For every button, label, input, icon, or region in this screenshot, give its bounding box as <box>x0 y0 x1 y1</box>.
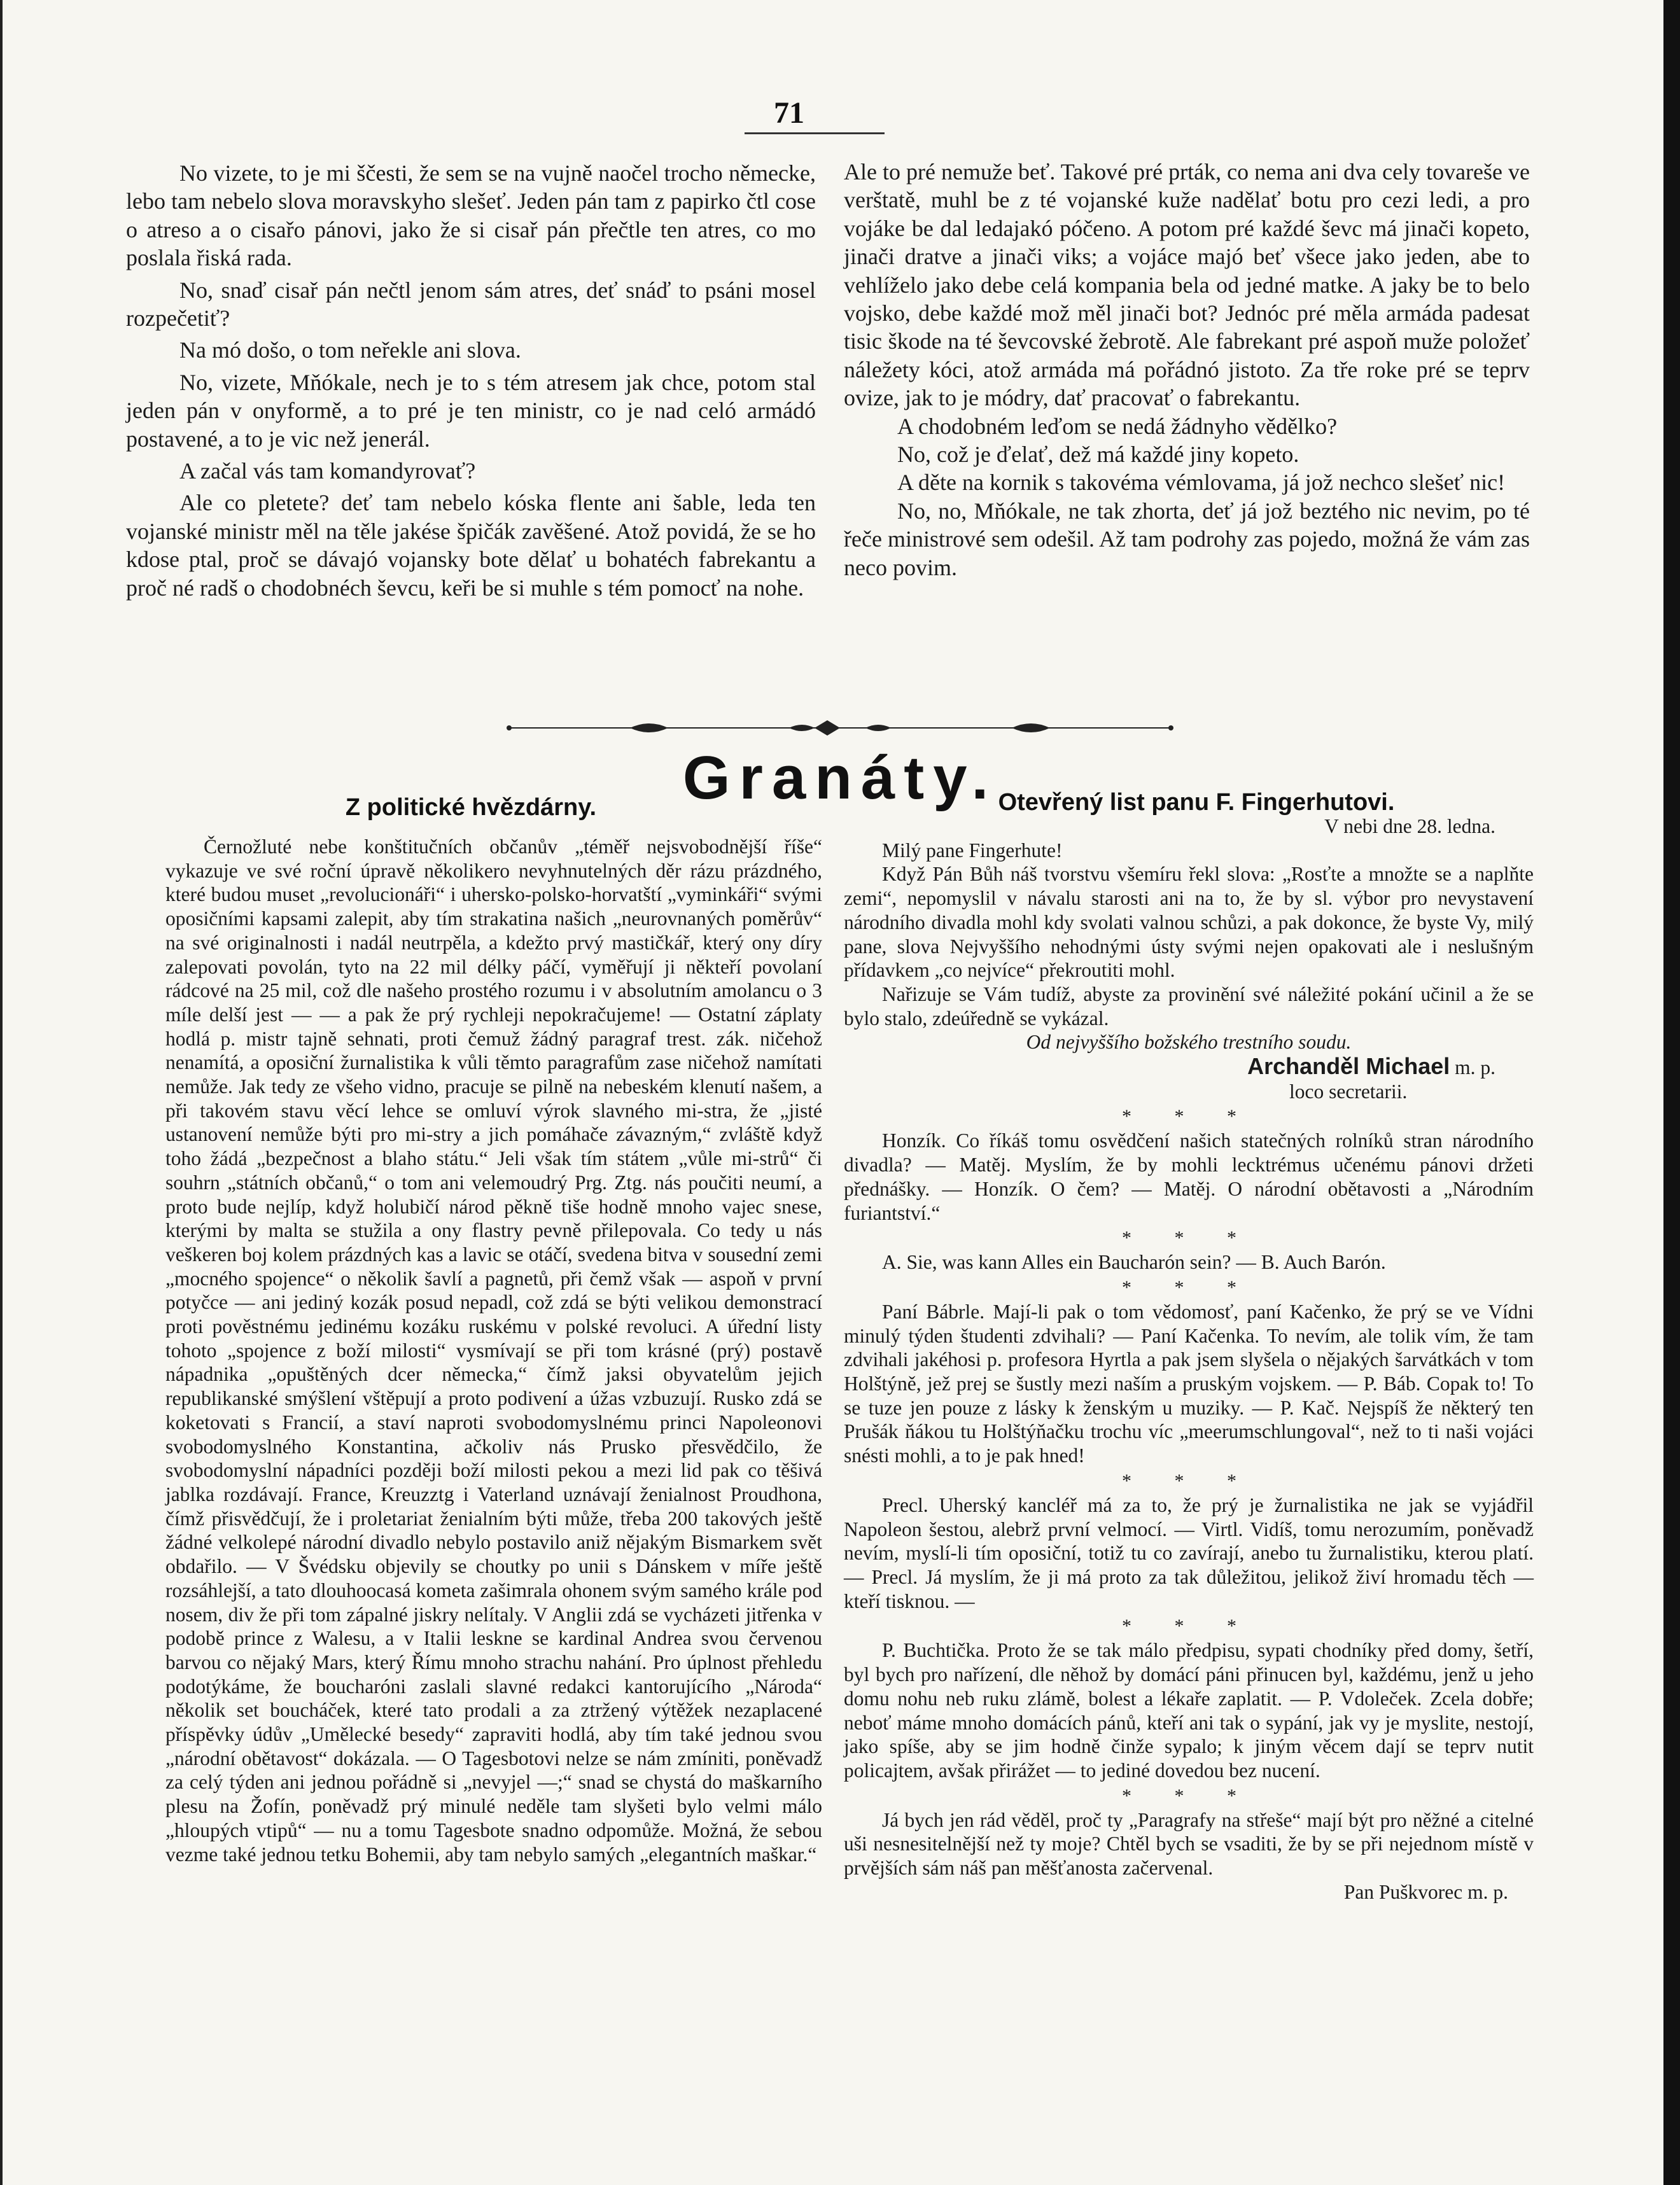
section-title: Granáty. <box>682 744 998 812</box>
bottom-right-column <box>844 814 1534 1904</box>
dialogue: Paní Bábrle. Mají-li pak o tom vědomosť, paní Kačenko, že prý se ve Vídni minulý týden študenti zdvihali? — Paní Kačenka. To nevím, ale tolik vím, že tam zdvihali jakéhosi p. profesora Hyrtla a pak jsem slyšela o nějakých šarvátkách v tom Holštýně, jež prej se šustly mezi naším a pruským vojskem. — P. Báb. Copak to! To se tuze jen pouze z lásky k ženským u muziky. — P. Kač. Nejspíš že některý ten Prušák ňákou tu Holštýňačku trochu víc „meerumschlungoval“, než to ti naši vojáci snésti mohli, a to je pak hned! <box>844 1300 1534 1467</box>
dialogue: P. Buchtička. Proto že se tak málo předpisu, sypati chodníky před domy, šetří, byl bych pro nařízení, dle něhož by domácí páni přinucen byl, každému, jenž u jeho domu nohu neb ruku zlámě, bolest a lékaře zaplatit. — P. Vdoleček. Zcela dobře; neboť máme mnoho domácích pánů, kteří ani tak o sypání, jak vy je myslite, nestojí, jako spíše, aby se jim hodně činže sypalo; k jiným věcem dají se teprv nutit policajtem, avšak přirážet — to jediné dovedou bez nucení. <box>844 1639 1534 1782</box>
top-right-column <box>844 158 1530 582</box>
top-left-paragraph: No vizete, to je mi ščesti, že sem se na vujně naočel trocho německe, lebo tam nebelo slova moravskyho slešeť. Jeden pán tam z papirko čtl cose o atreso a o cisařo pánovi, jako že si cisař pán přečtle ten atres, co mo poslala řiská rada. <box>126 160 816 271</box>
left-page-edge <box>0 0 3 2185</box>
letter-body: Když Pán Bůh náš tvorstvu všemíru řekl slova: „Rosťte a množte se a naplňte zemi“, nepomyslil v návalu starosti ani na to, že by sl. výbor pro nevystavení národního divadla mohl kdy svolati valnou schůzi, a pak dokonce, že byste Vy, milý pane, slova Nejvyššího nehodnými ústy svými nejen opakovati ale i neslušným přídavkem „co nejvíce“ překroutiti mohl. <box>844 863 1534 982</box>
top-right-paragraph: Ale to pré nemuže beť. Takové pré prták, co nema ani dva cely tovareše ve verštatě, muhl be z té vojanské kuže nadělať botu pro cezi ledi, a pro vojáke be dal ledajakó póčeno. A potom pré každé ševc má jinači kopeto, jinači dratve a jinači viks; a vojáce majó beť všece jako jeden, abe to vehlíželo jako debe celá kompania bela od jedné matke. A jaky be to belo vojsko, debe každé mož měl jinači bot? Jednóc pré měla armáda padesat tisic škode na té ševcovské žebrotě. Ale fabrekant pré aspoň muže položeť náležety kóci, atož armáda má pořádnó jistoto. Za tře roke pré se teprv ovize, jak to je módry, dať pracovať o fabrekantu. <box>844 159 1530 411</box>
section-stars: * * * <box>1122 1276 1256 1298</box>
letter-from: Od nejvyššího božského trestního soudu. <box>1026 1031 1352 1054</box>
dialogue: Honzík. Co říkáš tomu osvědčení našich statečných rolníků stran národního divadla? — Matěj. Myslím, že by mohli lecktrémus učenému pánovi držeti přednášky. — Honzík. O čem? — Matěj. O národní obětavosti a „Národním furiantství.“ <box>844 1129 1534 1224</box>
political-observatory-article: Černožluté nebe konštitučních občanův „téměř nejsvobodnější říše“ vykazuje ve své roční úpravě několikero nevyhnutelných děr rázu prázdného, které budou muset „revolucionáři“ i uhersko-polsko-horvatští „vyminkáři“ svými oposičními kapsami zalepit, aby tím strakatina našich „neurovnaných poměrův“ na své originalnosti i nadál neutrpěla, a kdežto prvý mastičkář, který ony díry zalepovati povolán, tyto na 22 mil délky páčí, vyměřují ji někteří povolaní rádcové na 25 mil, což dle našeho prostého rozumu i v absolutním amolancu o 3 míle delší jest — — a pak že prý rychleji nepokračujeme! — Ostatní záplaty hodlá p. mistr tajně sehnati, proti čemuž žádný paragraf trest. zák. ničehož nenamítá, a oposiční žurnalistika k vůli těmto paragrafům zase ničehož namítati nemůže. Jak tedy ze všeho vidno, pracuje se pilně na nebeském klenutí našem, a při takovém stavu věcí lehce se omluví výrok slavného mi-stra, že „jisté ustanovení nemůže býti pro mi-stry a jich pomáhače závazným,“ zvláště když toho žádá „bezpečnost a blaho státu.“ Jeli však tím státem „vůle mi-strů“ či souhrn „státních občanů,“ o tom ani velemoudrý Prg. Ztg. nás poučiti neumí, a proto bude nejlíp, když holubičí národ pěkně tiše hodně mnoho vajec snese, kterými by malta se stužila a ony flastry pevně přilepovala. Co tedy u nás veškeren boj kolem prázdných kas a lavic se otáčí, svedena bitva v sousední zemi „mocného spojence“ o několik šavlí a pagnetů, při čemž však — aspoň v první potyčce — ani jediný kozák posud nepadl, což zdá se býti velikou demonstrací proti pověstnému jedinému kozáku ruskému v polské revoluci. A úřední listy tohoto „spojence z boží milosti“ vysmívají se při tom krásné (prý) postavě nápadnika „opuštěných dcer německa,“ čímž jaksi obyvatelům jejich republikanské smýšlení vštěpují a proto podivení a úžas vzbuzují. Rusko zdá se koketovati s Francií, a staví naproti svobodomyslnému princi Napoleonovi svobodomyslného Konstantina, ačkoliv nás Prusko přesvědčilo, že svobodomyslní nápadníci později boží milosti pekou a mezi lid pak co těšivá jablka rozdávají. France, Kreuzztg i Vaterland uznávají ženialnost Proudhona, čímž přisvědčují, že i proletariat ženialním býti může, třeba 200 takových ještě žádné velkolepé národní divadlo nebylo postavilo aniž nějakým Bismarkem svět obdařilo. — V Švédsku objevily se choutky po unii s Dánskem v míře ještě rozsáhlejší, a tato dlouhoocasá kometa zašimrala ohonem svým samého krále pod nosem, div že při tom zápalné jiskry nelítaly. V Anglii zdá se vycházeti jitřenka v podobě prince z Walesu, a v Italii leskne se kardinal Andrea svou červenou barvou co nějaký Mars, který Římu mnoho strachu nahání. Pro úplnost přehledu podotýkáme, že boucharóni zaslali slavné redakci kantorujícího „Národa“ několik set boucháček, které tato prodali a za ztržený výtěžek nezaplacené příspěvky údův „Umělecké besedy“ zapraviti hodlá, aby tím také jednou svou „národní obětavost“ dokázala. — O Tagesbotovi nelze se nám zmíniti, poněvadž za celý týden ani jednou pořádně si „nevyjel —;“ snad se chystá do maškarního plesu na Žofín, poněvadž prý minulé neděle tam slyšeti bylo velmi málo „hloupých vtipů“ — nu a tomu Tagesbote snadno odpomůže. Možná, že sebou vezme také jednou tetku Bohemii, aby tam nebylo samých „elegantních maškar.“ <box>165 835 822 1866</box>
letter-place-date: V nebi dne 28. ledna. <box>1324 815 1495 837</box>
dialogue: Já bych jen rád věděl, proč ty „Paragrafy na střeše“ mají být pro něžné a citelné uši nesnesitelnější než ty moje? Chtěl bych se vsaditi, že by se při nejednom místě v prvějších sám náš pan měšťanosta začervenal. <box>844 1808 1534 1880</box>
left-subheading: Z politické hvězdárny. <box>345 794 597 821</box>
top-left-column <box>126 159 816 602</box>
top-left-paragraph: No, snaď cisař pán nečtl jenom sám atres, deť snáď to psáni mosel rozpečetiť? <box>126 277 816 332</box>
letter-signature <box>844 1054 1534 1080</box>
top-right-paragraph: A chodobném leďom se nedá žádnyho vědělko? <box>897 413 1338 439</box>
page-number: 71 <box>774 96 804 130</box>
right-page-edge <box>1663 0 1680 2185</box>
top-left-paragraph: Na mó došo, o tom neřekle ani slova. <box>179 337 521 363</box>
section-stars: * * * <box>1122 1106 1256 1127</box>
top-left-paragraph: No, vizete, Mňókale, nech je to s tém atresem jak chce, potom stal jeden pán v onyformě, a to pré je ten ministr, co je nad celó armádó postavené, a to je vic než jenerál. <box>126 369 816 452</box>
bottom-left-column <box>165 835 822 1866</box>
letter-salutation: Milý pane Fingerhute! <box>882 839 1063 862</box>
top-right-paragraph: A děte na kornik s takovéma vémlovama, já jož nechco slešeť nic! <box>897 470 1506 496</box>
top-right-paragraph: No, no, Mňókale, ne tak zhorta, deť já jož beztého nic nevim, po té řeče ministrové sem odešil. Až tam podrohy zas pojedo, možná že vám zas neco povim. <box>844 498 1530 580</box>
right-subheading: Otevřený list panu F. Fingerhutovi. <box>998 789 1395 816</box>
dialogue: A. Sie, was kann Alles ein Baucharón sein? — B. Auch Barón. <box>882 1251 1386 1274</box>
page-number-rule <box>745 132 885 134</box>
letter-secretary: loco secretarii. <box>1289 1080 1408 1103</box>
letter-order: Nařizuje se Vám tudíž, abyste za provinění své náležité pokání učinil a že se bylo stalo, zdeúředně se vykázal. <box>844 982 1534 1030</box>
section-stars: * * * <box>1122 1616 1256 1637</box>
signer-name: Archanděl Michael <box>1247 1053 1450 1080</box>
dialogue: Precl. Uherský kancléř má za to, že prý je žurnalistika ne jak se vyjádřil Napoleon šestou, alebrž první velmocí. — Virtl. Vidíš, tomu nerozumím, poněvadž nevím, myslí-li tím oposiční, totiž tu co zavírají, anebo tu žurnalistiku, kterou platí. — Precl. Já myslím, že ji má proto za tak důležitou, jelikož živí hromadu těch — kteří tisknou. — <box>844 1493 1534 1612</box>
section-stars: * * * <box>1122 1785 1256 1806</box>
top-left-paragraph: A začal vás tam komandyrovať? <box>179 458 476 484</box>
top-right-paragraph: No, což je ďelať, dež má každé jiny kopeto. <box>897 442 1299 468</box>
closing-signature: Pan Puškvorec m. p. <box>1343 1880 1508 1903</box>
signer-suffix: m. p. <box>1455 1056 1495 1079</box>
section-stars: * * * <box>1122 1227 1256 1249</box>
ornamental-divider <box>503 715 1177 741</box>
top-left-paragraph: Ale co pletete? deť tam nebelo kóska flente ani šable, leda ten vojanské ministr měl na těle jakése špičák zavěšené. Atož povidá, že se ho kdose ptal, proč se dávajó vojansky bote dělať u bohatéch fabrekantu a proč né radš o chodobnéch ševcu, keři be si muhle s tém pomocť na nohe. <box>126 490 816 601</box>
section-stars: * * * <box>1122 1470 1256 1491</box>
